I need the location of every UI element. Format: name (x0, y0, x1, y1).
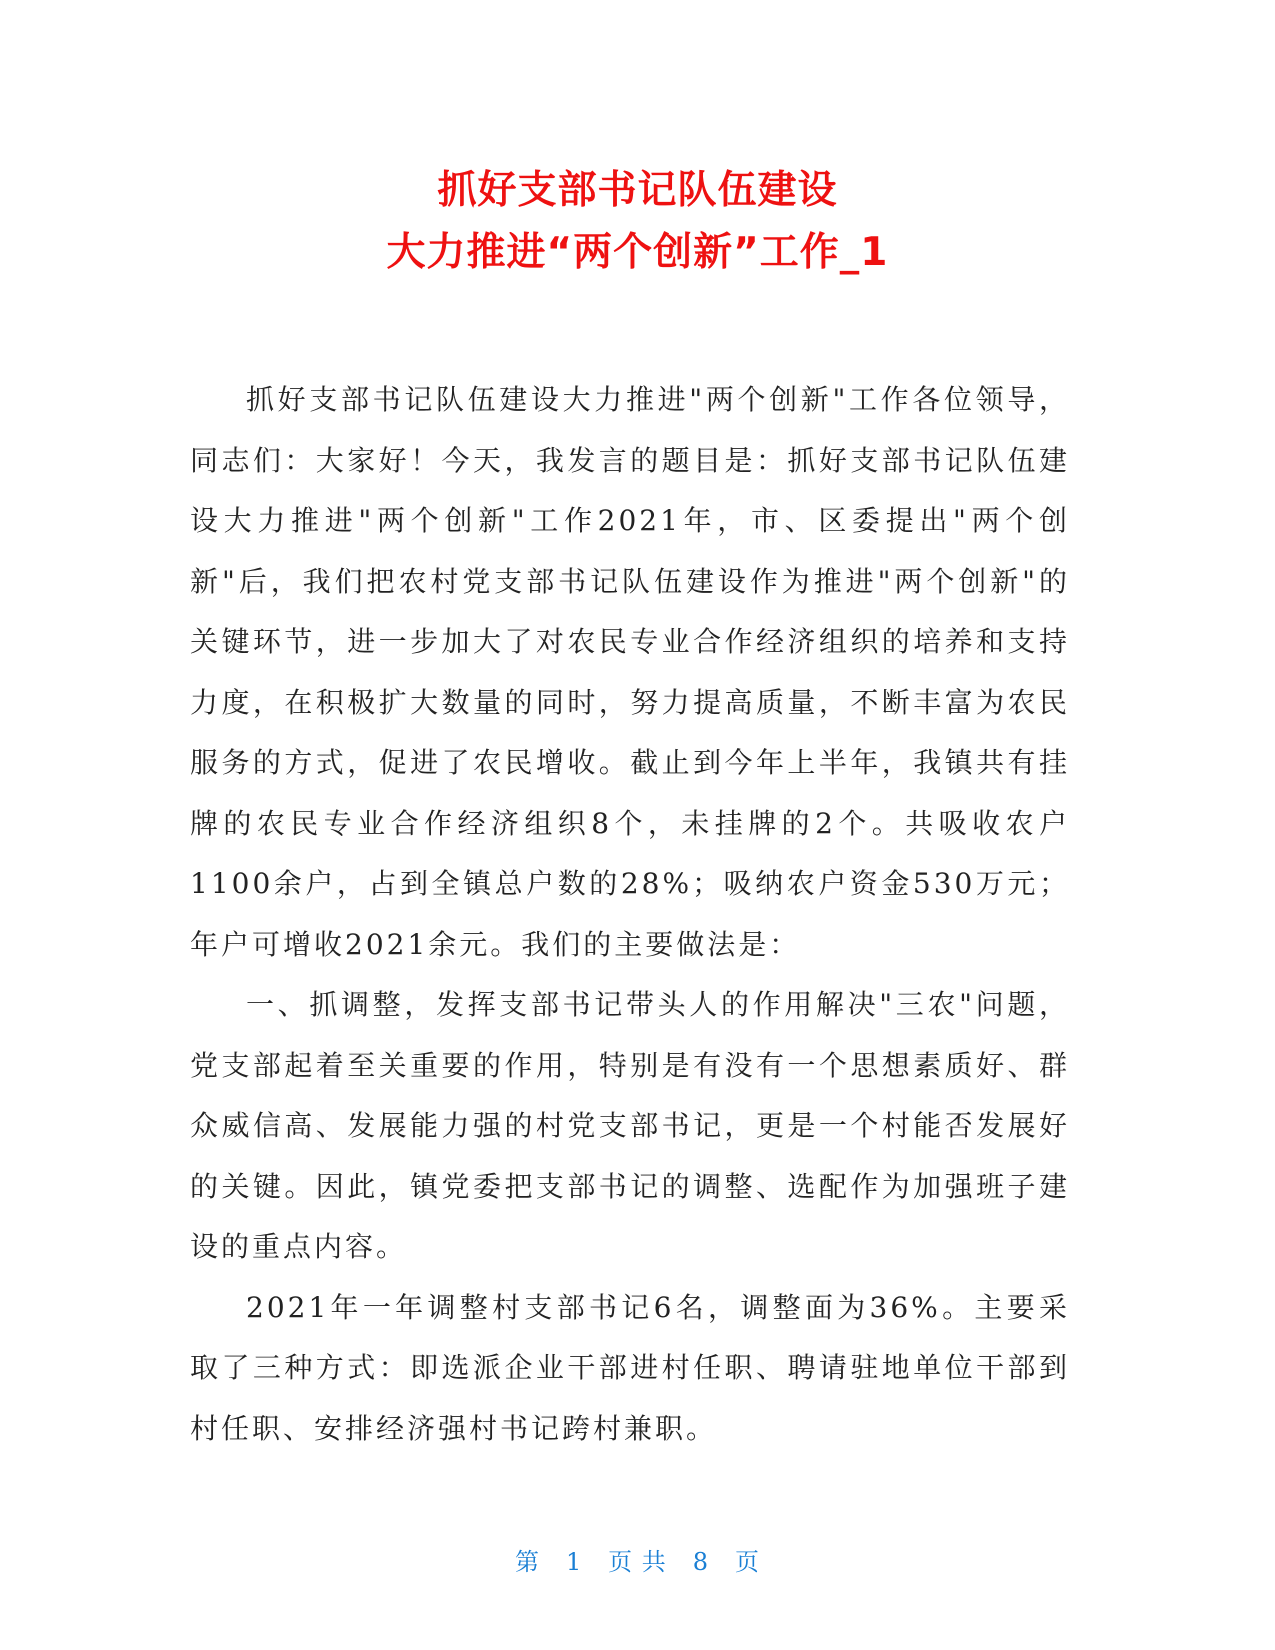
footer-suffix: 页 (734, 1548, 760, 1576)
document-title (0, 160, 1275, 284)
paragraph-1: 抓好支部书记队伍建设大力推进"两个创新"工作各位领导，同志们：大家好！今天，我发言的题目是：抓好支部书记队伍建设大力推进"两个创新"工作2021年，市、区委提出"两个创新"后，我们把农村党支部书记队伍建设作为推进"两个创新"的关键环节，进一步加大了对农民专业合作经济组织的培养和支持力度，在积极扩大数量的同时，努力提高质量，不断丰富为农民服务的方式，促进了农民增收。截止到今年上半年，我镇共有挂牌的农民专业合作经济组织8个，未挂牌的2个。共吸收农户1100余户，占到全镇总户数的28%；吸纳农户资金530万元；年户可增收2021余元。我们的主要做法是： (190, 383, 1070, 961)
footer-prefix: 第 (515, 1548, 541, 1576)
paragraph-2: 一、抓调整，发挥支部书记带头人的作用解决"三农"问题，党支部起着至关重要的作用，特别是有没有一个思想素质好、群众威信高、发展能力强的村党支部书记，更是一个村能否发展好的关键。因此，镇党委把支部书记的调整、选配作为加强班子建设的重点内容。 (190, 988, 1070, 1263)
page-footer (0, 1542, 1275, 1577)
footer-mid: 页 共 (608, 1548, 667, 1576)
title-line-1: 抓好支部书记队伍建设 (437, 168, 838, 213)
footer-total-pages: 8 (692, 1548, 710, 1576)
paragraph-3: 2021年一年调整村支部书记6名，调整面为36%。主要采取了三种方式：即选派企业干部进村任职、聘请驻地单位干部到村任职、安排经济强村书记跨村兼职。 (190, 1290, 1070, 1445)
document-body (190, 370, 1070, 1459)
footer-current-page: 1 (565, 1548, 583, 1576)
title-line-2: 大力推进“两个创新”工作_1 (386, 230, 889, 275)
